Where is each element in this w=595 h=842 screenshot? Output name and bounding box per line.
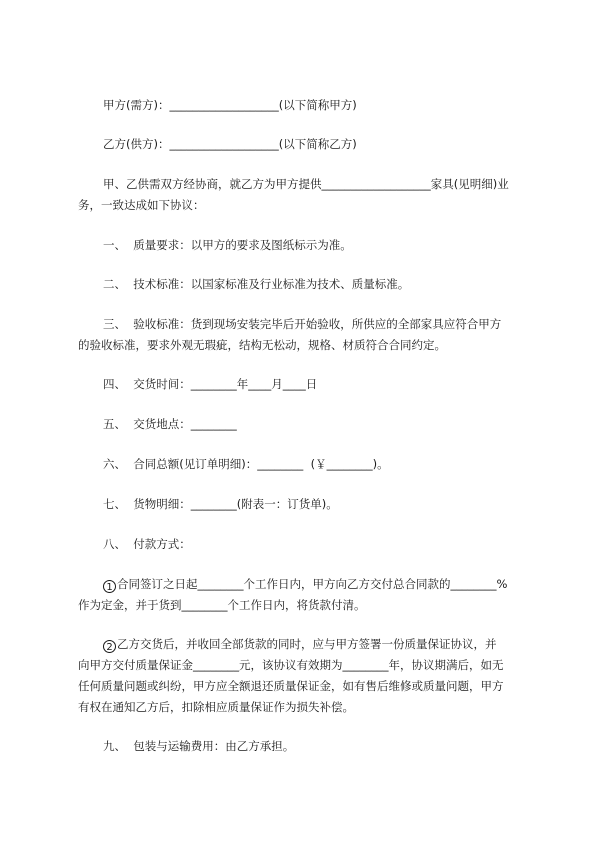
payment-item-2-line-1 — [103, 635, 563, 653]
clause-delivery-place: 五、 交货地点：________ — [103, 417, 237, 431]
intro-line-1: 甲、乙供需双方经协商，就乙方为甲方提供___________________家具(见明细)业 — [103, 177, 509, 191]
payment-item-1-line-1 — [103, 575, 563, 593]
party-b-line: 乙方(供方)：___________________(以下简称乙方) — [103, 137, 357, 151]
clause-delivery-time: 四、 交货时间：________年____月____日 — [103, 377, 318, 391]
clause-acceptance-line-1: 三、 验收标准：货到现场安装完毕后开始验收，所供应的全部家具应符合甲方 — [103, 317, 502, 331]
payment-item-2-line-2: 向甲方交付质量保证金________元，该协议有效期为________年，协议期满后，如无 — [78, 658, 504, 672]
circled-number-1: 1 — [103, 580, 116, 593]
payment-item-1-line-2: 作为定金，并于货到________个工作日内，将货款付清。 — [78, 598, 366, 612]
clause-payment-method: 八、 付款方式： — [103, 537, 191, 551]
payment-item-2-text: 乙方交货后，并收回全部货款的同时，应与甲方签署一份质量保证协议，并 — [117, 637, 497, 651]
party-a-line: 甲方(需方)：___________________(以下简称甲方) — [103, 98, 357, 112]
intro-line-2: 务，一致达成如下协议： — [78, 198, 205, 212]
circled-number-2: 2 — [103, 640, 116, 653]
clause-technical-standard: 二、 技术标准：以国家标准及行业标准为技术、质量标准。 — [103, 277, 410, 291]
clause-acceptance-line-2: 的验收标准，要求外观无瑕疵，结构无松动，规格、材质符合合同约定。 — [78, 338, 446, 352]
payment-item-2-line-3: 任何质量问题或纠纷，甲方应全额退还质量保证金，如有售后维修或质量问题，甲方 — [78, 679, 504, 693]
payment-item-1-text: 合同签订之日起________个工作日内，甲方向乙方交付总合同款的________% — [117, 577, 508, 591]
clause-quality: 一、 质量要求：以甲方的要求及图纸标示为准。 — [103, 238, 352, 252]
clause-packaging-transport: 九、 包装与运输费用：由乙方承担。 — [103, 739, 295, 753]
clause-goods-detail: 七、 货物明细：________(附表一：订货单)。 — [103, 497, 338, 511]
clause-contract-total: 六、 合同总额(见订单明细)：________ (￥________)。 — [103, 457, 389, 471]
payment-item-2-line-4: 有权在通知乙方后，扣除相应质量保证作为损失补偿。 — [78, 700, 354, 714]
